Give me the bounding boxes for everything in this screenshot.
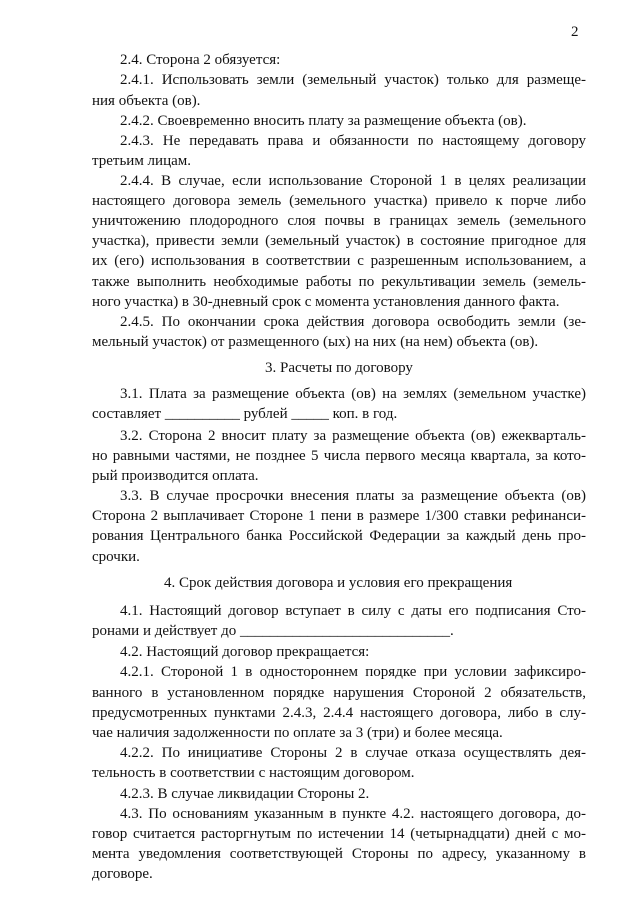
text-line: 3.1. Плата за размещение объекта (ов) на землях (земельном участке) bbox=[120, 386, 586, 402]
text-line: 2.4.4. В случае, если использование Стороной 1 в целях реализации bbox=[120, 173, 586, 189]
text-line: ронами и действует до ____________________________. bbox=[92, 623, 454, 639]
text-line: 4.2. Настоящий договор прекращается: bbox=[120, 644, 370, 660]
text-line: ного участка) в 30-дневный срок с момента установления данного факта. bbox=[92, 294, 560, 310]
text-line: 3.2. Сторона 2 вносит плату за размещение объекта (ов) ежекварталь- bbox=[120, 428, 586, 444]
page-number: 2 bbox=[571, 24, 579, 40]
text-line: договоре. bbox=[92, 866, 153, 882]
text-line: 4.1. Настоящий договор вступает в силу с даты его подписания Сто- bbox=[120, 603, 586, 619]
text-line: говор считается расторгнутым по истечении 14 (четырнадцати) дней с мо- bbox=[92, 826, 586, 842]
text-line: 3.3. В случае просрочки внесения платы за размещение объекта (ов) bbox=[120, 488, 586, 504]
text-line: 4.2.2. По инициативе Стороны 2 в случае отказа осуществлять дея- bbox=[120, 745, 586, 761]
text-line: их (его) использования в соответствии с разрешенным использованием, а bbox=[92, 253, 586, 269]
text-line: Сторона 2 выплачивает Стороне 1 пени в размере 1/300 ставки рефинанси- bbox=[92, 508, 586, 524]
text-line: составляет __________ рублей _____ коп. в год. bbox=[92, 406, 398, 422]
text-line: 2.4.5. По окончании срока действия договора освободить земли (зе- bbox=[120, 314, 586, 330]
text-line: уничтожению плодородного слоя почвы в границах земель (земельного bbox=[92, 213, 586, 229]
text-line: 4.2.3. В случае ликвидации Стороны 2. bbox=[120, 786, 370, 802]
section-heading: 3. Расчеты по договору bbox=[265, 360, 413, 376]
text-line: 2.4.1. Использовать земли (земельный участок) только для размеще- bbox=[120, 72, 586, 88]
text-line: тельность в соответствии с настоящим договором. bbox=[92, 765, 415, 781]
text-line: 2.4. Сторона 2 обязуется: bbox=[120, 52, 281, 68]
text-line: мельный участок) от размещенного (ых) на них (на нем) объекта (ов). bbox=[92, 334, 539, 350]
text-line: рования Центрального банка Российской Федерации за каждый день про- bbox=[92, 528, 586, 544]
text-line: 4.3. По основаниям указанным в пункте 4.2. настоящего договора, до- bbox=[120, 806, 586, 822]
text-line: третьим лицам. bbox=[92, 153, 192, 169]
text-line: настоящего договора земель (земельного участка) привело к порче либо bbox=[92, 193, 586, 209]
text-line: но равными частями, не позднее 5 числа первого месяца квартала, за кото- bbox=[92, 448, 586, 464]
section-heading: 4. Срок действия договора и условия его прекращения bbox=[164, 575, 513, 591]
text-line: также выполнить необходимые работы по рекультивации земель (земель- bbox=[92, 274, 586, 290]
text-line: ванного в установленном порядке нарушения Стороной 2 обязательств, bbox=[92, 685, 586, 701]
text-line: мента уведомления соответствующей Стороны по адресу, указанному в bbox=[92, 846, 586, 862]
text-line: чае наличия задолженности по оплате за 3 (три) и более месяца. bbox=[92, 725, 503, 741]
text-line: 4.2.1. Стороной 1 в одностороннем порядке при условии зафиксиро- bbox=[120, 664, 586, 680]
text-line: 2.4.2. Своевременно вносить плату за размещение объекта (ов). bbox=[120, 113, 527, 129]
text-line: ния объекта (ов). bbox=[92, 93, 201, 109]
text-line: срочки. bbox=[92, 549, 140, 565]
text-line: рый производится оплата. bbox=[92, 468, 259, 484]
text-line: участка), привести земли (земельный участок) в состояние пригодное для bbox=[92, 233, 586, 249]
text-line: предусмотренных пунктами 2.4.3, 2.4.4 настоящего договора, либо в слу- bbox=[92, 705, 586, 721]
text-line: 2.4.3. Не передавать права и обязанности по настоящему договору bbox=[120, 133, 586, 149]
